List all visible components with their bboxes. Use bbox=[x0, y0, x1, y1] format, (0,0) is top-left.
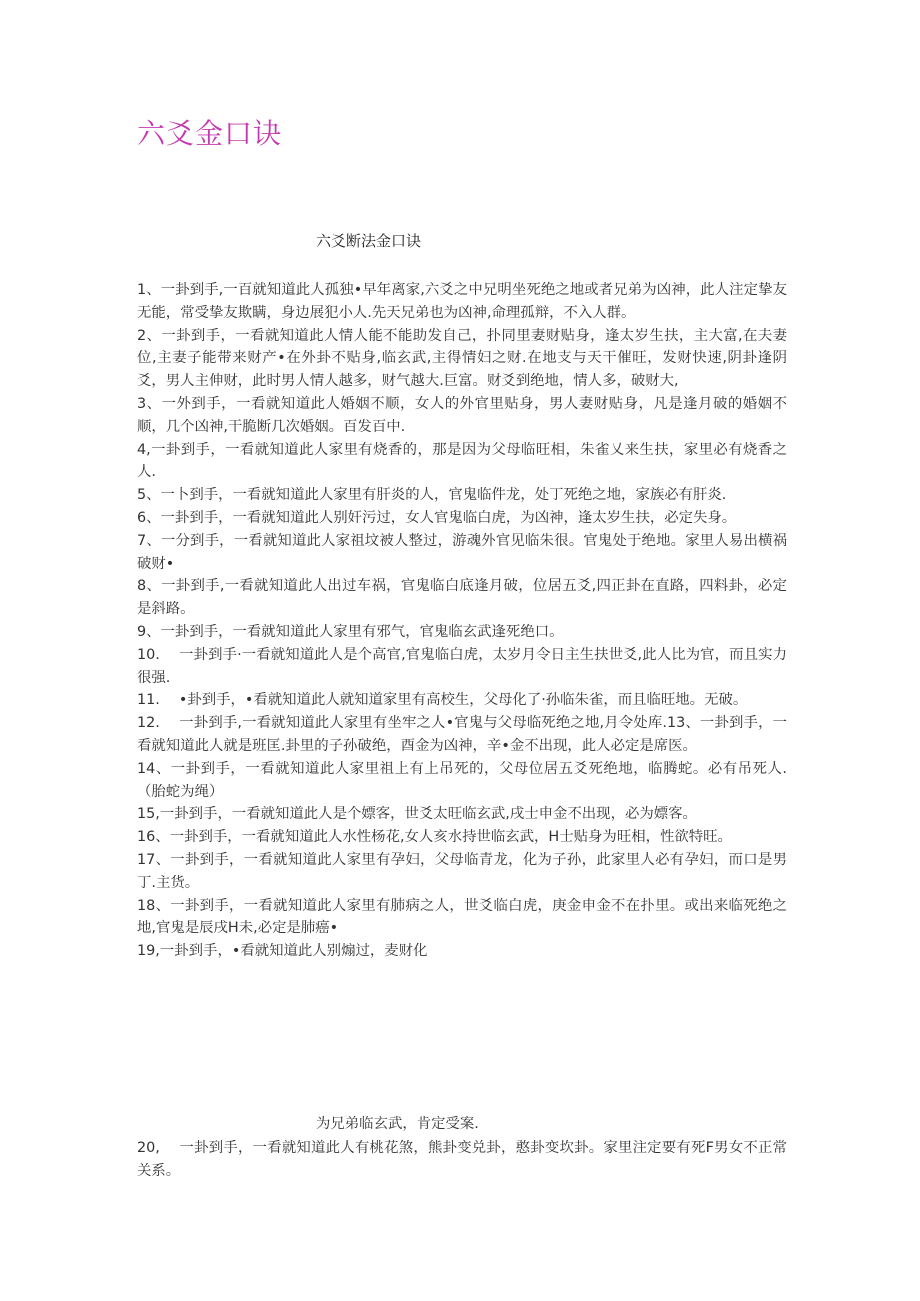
paragraph-19: 19,一卦到手，•看就知道此人别煽过，麦财化 bbox=[137, 943, 428, 960]
paragraph-4: 4,一卦到手，一看就知道此人家里有烧香的，那是因为父母临旺相，朱雀乂来生扶，家里必有烧香之人. bbox=[137, 441, 787, 481]
document-body bbox=[137, 279, 787, 963]
paragraph-5: 5、一卜到手，一看就知道此人家里有肝炎的人，官鬼临件龙，处丁死绝之地，家族必有肝炎. bbox=[137, 487, 727, 504]
paragraph-11: 11. •卦到手，•看就知道此人就知道家里有高校生，父母化了·孙临朱雀，而且临旺地。无破。 bbox=[137, 692, 748, 709]
paragraph-3: 3、一外到手，一看就知道此人婚姻不顺，女人的外官里贴身，男人妻财贴身，凡是逢月破的婚姻不顺，几个凶神,干脆断几次婚姻。百发百中. bbox=[137, 395, 787, 435]
paragraph-18: 18、一卦到手，一看就知道此人家里有肺病之人，世爻临白虎，庚金申金不在扑里。或出来临死绝之地,官鬼是辰戌H未,必定是肺癌• bbox=[137, 897, 787, 937]
paragraph-17: 17、一卦到手，一看就知道此人家里有孕妇，父母临青龙，化为子孙，此家里人必有孕妇，而口是男丁.主货。 bbox=[137, 851, 787, 891]
paragraph-6: 6、一卦到手，一看就知道此人别奸污过，女人官鬼临白虎，为凶神，逢太岁生扶，必定失身。 bbox=[137, 509, 737, 526]
paragraph-7: 7、一分到手，一看就知道此人家祖坟被人整过，游魂外官见临朱很。官鬼处于绝地。家里人易出横祸破财• bbox=[137, 532, 787, 572]
paragraph-20: 20, 一卦到手，一看就知道此人有桃花煞，熊卦变兑卦，憨卦变坎卦。家里注定要有死F男女不正常关系。 bbox=[137, 1140, 787, 1179]
paragraph-12: 12. 一卦到手,一看就知道此人家里有坐牢之人•官鬼与父母临死绝之地,月令处库.13、一卦到手，一看就知道此人就是班匡.卦里的子孙破绝，酉金为凶神，辛•金不出现，此人必定是席医。 bbox=[137, 715, 787, 754]
paragraph-10: 10. 一卦到手·一看就知道此人是个高官,官鬼临白虎，太岁月令日主生扶世爻,此人比为官，而且实力很强. bbox=[137, 646, 787, 686]
document-subtitle: 六爻断法金口诀 bbox=[316, 232, 422, 250]
paragraph-14: 14、一卦到手，一看就知道此人家里祖上有上吊死的，父母位居五爻死绝地，临腾蛇。必有吊死人.（胎蛇为绳） bbox=[137, 760, 787, 800]
document-title: 六爻金口诀 bbox=[137, 117, 283, 150]
paragraph-15: 15,一卦到手，一看就知道此人是个嫖客，世爻太旺临玄武,戌士申金不出现，必为嫖客。 bbox=[137, 806, 697, 823]
paragraph-2: 2、一卦到手，一看就知道此人情人能不能助发自己，扑同里妻财贴身，逢太岁生扶，主大富,在夫妻位,主妻子能带来财产•在外卦不贴身,临玄武,主得情妇之财.在地支与天干催旺，发财快速,阴卦逢阴爻，男人主伸财，此时男人情人越多，财气越大.巨富。财爻到绝地，情人多，破财大, bbox=[137, 327, 787, 390]
paragraph-16: 16、一卦到手，一看就知道此人水性杨花,女人亥水持世临玄武，H士贴身为旺相，性欲特旺。 bbox=[137, 829, 732, 846]
paragraph-1: 1、一卦到手,一百就知道此人孤独•早年离家,六爻之中兄明坐死绝之地或者兄弟为凶神，此人注定挚友无能，常受挚友欺瞒，身边展犯小人.先天兄弟也为凶神,命理孤辩，不入人群。 bbox=[137, 282, 787, 321]
paragraph-9: 9、一卦到手，一看就知道此人家里有邪气，官鬼临玄武逢死绝口。 bbox=[137, 623, 564, 640]
paragraph-8: 8、一卦到手,一看就知道此人出过车祸，官鬼临白底逢月破，位居五爻,四正卦在直路，四料卦，必定是斜路。 bbox=[137, 578, 787, 618]
paragraph-19-continuation: 为兄弟临玄武，肯定受案. bbox=[316, 1116, 479, 1132]
